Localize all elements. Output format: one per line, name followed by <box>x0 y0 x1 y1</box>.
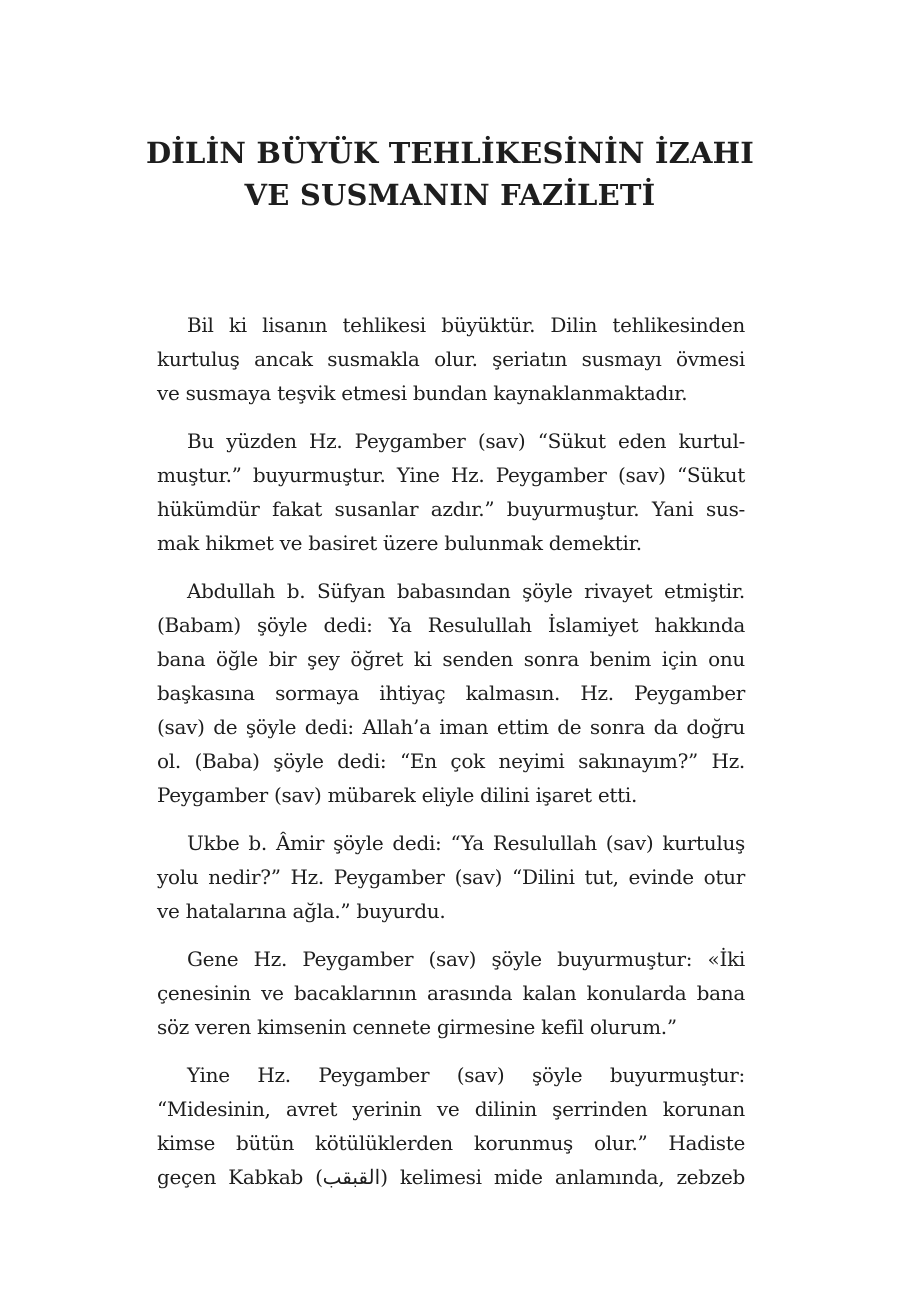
text-line: kimse bütün kötülüklerden korunmuş olur.” Hadiste <box>157 1131 745 1155</box>
paragraph <box>157 308 745 410</box>
text-line: Yine Hz. Peygamber (sav) şöyle buyurmuştur: <box>187 1063 745 1087</box>
text-line: Bil ki lisanın tehlikesi büyüktür. Dilin tehlikesinden <box>187 313 745 337</box>
paragraph <box>157 826 745 928</box>
text-line: ve susmaya teşvik etmesi bundan kaynaklanmaktadır. <box>157 381 688 405</box>
chapter-title <box>0 132 900 216</box>
text-line: çenesinin ve bacaklarının arasında kalan konularda bana <box>157 981 745 1005</box>
text-line: ol. (Baba) şöyle dedi: “En çok neyimi sakınayım?” Hz. <box>157 749 745 773</box>
text-line: kurtuluş ancak susmakla olur. şeriatın susmayı övmesi <box>157 347 745 371</box>
text-line: Bu yüzden Hz. Peygamber (sav) “Sükut eden kurtul- <box>187 429 745 453</box>
text-line: ve hatalarına ağla.” buyurdu. <box>157 899 446 923</box>
paragraph <box>157 942 745 1044</box>
text-line: söz veren kimsenin cennete girmesine kefil olurum.” <box>157 1015 677 1039</box>
text-line: hükümdür fakat susanlar azdır.” buyurmuştur. Yani sus- <box>157 497 745 521</box>
text-line: (sav) de şöyle dedi: Allah’a iman ettim de sonra da doğru <box>157 715 745 739</box>
text-line: Ukbe b. Âmir şöyle dedi: “Ya Resulullah (sav) kurtuluş <box>187 831 745 855</box>
text-line: mak hikmet ve basiret üzere bulunmak demektir. <box>157 531 642 555</box>
text-line: Peygamber (sav) mübarek eliyle dilini işaret etti. <box>157 783 638 807</box>
paragraph <box>157 574 745 812</box>
body-text <box>157 308 745 1208</box>
text-line: “Midesinin, avret yerinin ve dilinin şerrinden korunan <box>157 1097 745 1121</box>
text-line: bana öğle bir şey öğret ki senden sonra benim için onu <box>157 647 745 671</box>
text-line: Gene Hz. Peygamber (sav) şöyle buyurmuştur: «İki <box>187 947 745 971</box>
chapter-title-line-2: VE SUSMANIN FAZİLETİ <box>244 178 656 212</box>
text-line: başkasına sormaya ihtiyaç kalmasın. Hz. Peygamber <box>157 681 745 705</box>
paragraph <box>157 1058 745 1194</box>
text-line: Abdullah b. Süfyan babasından şöyle rivayet etmiştir. <box>187 579 745 603</box>
text-line: yolu nedir?” Hz. Peygamber (sav) “Dilini tut, evinde otur <box>157 865 745 889</box>
chapter-title-line-1: DİLİN BÜYÜK TEHLİKESİNİN İZAHI <box>145 136 755 170</box>
text-line: geçen Kabkab (القبقب) kelimesi mide anlamında, zebzeb <box>157 1165 745 1189</box>
text-line: muştur.” buyurmuştur. Yine Hz. Peygamber (sav) “Sükut <box>157 463 745 487</box>
text-line: (Babam) şöyle dedi: Ya Resulullah İslamiyet hakkında <box>157 613 745 637</box>
paragraph <box>157 424 745 560</box>
